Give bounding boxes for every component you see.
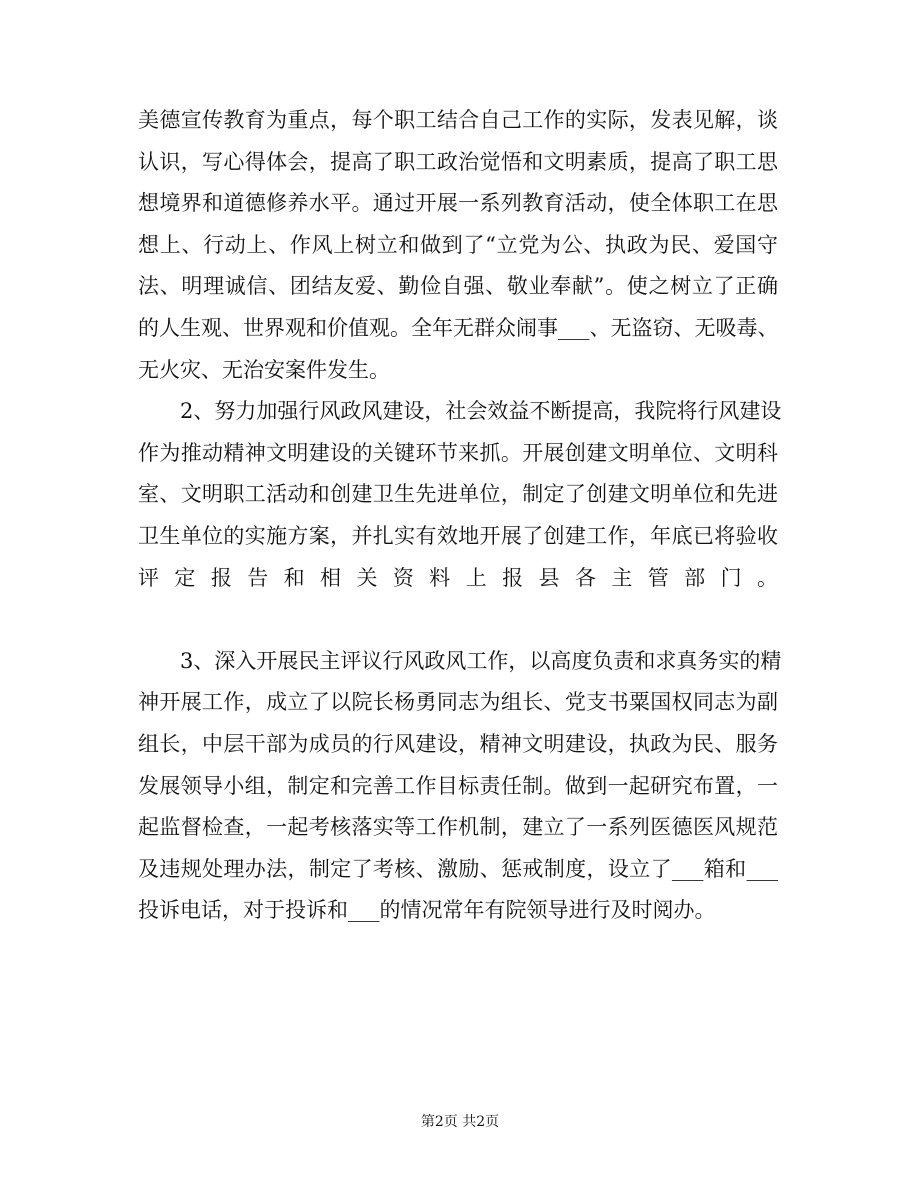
text-line: 无火灾、无治安案件发生。	[138, 357, 390, 382]
text-line: 认识，写心得体会，提高了职工政治觉悟和文明素质，提高了职工思	[138, 149, 778, 174]
text-line: 投诉电话，对于投诉和___的情况常年有院领导进行及时阅办。	[138, 898, 716, 923]
text-line: 及违规处理办法，制定了考核、激励、惩戒制度，设立了___箱和___	[138, 856, 778, 881]
text-line: 评定报告和相关资料上报县各主管部门。	[138, 565, 778, 590]
text-line: 想上、行动上、作风上树立和做到了“立党为公、执政为民、爱国守	[138, 232, 778, 257]
page-number-footer: 第2页 共2页	[420, 1114, 500, 1130]
text-line: 美德宣传教育为重点，每个职工结合自己工作的实际，发表见解，谈	[138, 108, 778, 132]
text-line: 2、努力加强行风政风建设，社会效益不断提高，我院将行风建设	[138, 399, 782, 424]
text-line: 想境界和道德修养水平。通过开展一系列教育活动，使全体职工在思	[138, 191, 778, 216]
text-line: 室、文明职工活动和创建卫生先进单位，制定了创建文明单位和先进	[138, 482, 778, 507]
text-line: 作为推动精神文明建设的关键环节来抓。开展创建文明单位、文明科	[138, 440, 778, 465]
document-body	[138, 100, 782, 932]
text-line: 3、深入开展民主评议行风政风工作，以高度负责和求真务实的精	[138, 648, 782, 673]
paragraph-1	[138, 100, 778, 391]
text-line: 发展领导小组，制定和完善工作目标责任制。做到一起研究布置，一	[138, 773, 778, 798]
text-line: 起监督检查，一起考核落实等工作机制，建立了一系列医德医风规范	[138, 815, 778, 840]
text-line: 组长，中层干部为成员的行风建设，精神文明建设，执政为民、服务	[138, 731, 778, 756]
text-line: 法、明理诚信、团结友爱、勤俭自强、敬业奉献”。使之树立了正确	[138, 274, 778, 299]
paragraph-3	[138, 641, 782, 932]
paragraph-2	[138, 391, 782, 641]
text-line: 神开展工作，成立了以院长杨勇同志为组长、党支书粟国权同志为副	[138, 690, 778, 715]
text-line	[138, 599, 778, 641]
text-line: 卫生单位的实施方案，并扎实有效地开展了创建工作，年底已将验收	[138, 523, 778, 548]
text-line: 的人生观、世界观和价值观。全年无群众闹事___、无盗窃、无吸毒、	[138, 315, 779, 340]
